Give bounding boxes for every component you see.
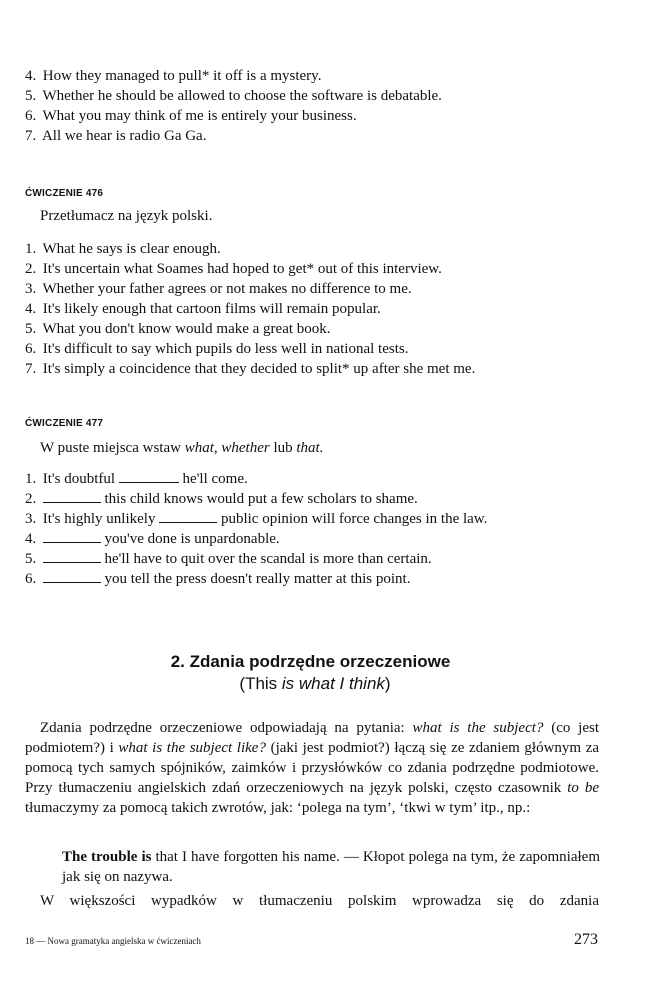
- list-item: 6. What you may think of me is entirely your business.: [25, 108, 357, 124]
- list-item: 4. It's likely enough that cartoon films will remain popular.: [25, 301, 381, 317]
- answer-blank[interactable]: [43, 531, 101, 543]
- answer-blank[interactable]: [43, 551, 101, 563]
- list-item: 3. Whether your father agrees or not makes no difference to me.: [25, 281, 412, 297]
- list-item: 7. All we hear is radio Ga Ga.: [25, 128, 207, 144]
- answer-blank[interactable]: [119, 471, 179, 483]
- list-item: 4. How they managed to pull* it off is a mystery.: [25, 68, 322, 84]
- exercise-477-list: [25, 469, 625, 589]
- example-sentence: The trouble is that I have forgotten his name. — Kłopot polega na tym, że zapomniałem jak się on nazywa.: [62, 849, 600, 885]
- answer-blank[interactable]: [159, 511, 217, 523]
- list-item: 5. he'll have to quit over the scandal is more than certain.: [25, 551, 432, 567]
- list-item: 5. Whether he should be allowed to choose the software is debatable.: [25, 88, 442, 104]
- body-paragraph: Zdania podrzędne orzeczeniowe odpowiadają na pytania: what is the subject? (co jest podmiotem?) i what is the subject like? (jaki jest podmiot?) łączą się ze zdaniem głównym za pomocą tych samych spójników, zaimków i przysłówków co zdania podrzędne podmiotowe. Przy tłumaczeniu angielskich zdań orzeczeniowych na język polski, często czasownik to be tłumaczymy za pomocą takich zwrotów, jak: ‘polega na tym’, ‘tkwi w tym’ itp., np.:: [25, 720, 600, 816]
- exercise-476-instruction: Przetłumacz na język polski.: [40, 208, 213, 224]
- answer-blank[interactable]: [43, 571, 101, 583]
- top-sentence-list: [25, 66, 625, 146]
- list-item: 6. you tell the press doesn't really matter at this point.: [25, 571, 411, 587]
- list-item: 2. this child knows would put a few scholars to shame.: [25, 491, 418, 507]
- section-subtitle: (This is what I think): [239, 674, 391, 693]
- footer-signature: 18 — Nowa gramatyka angielska w ćwiczeniach: [25, 936, 201, 946]
- list-item: 2. It's uncertain what Soames had hoped to get* out of this interview.: [25, 261, 442, 277]
- list-item: 3. It's highly unlikely public opinion will force changes in the law.: [25, 511, 488, 527]
- list-item: 5. What you don't know would make a great book.: [25, 321, 331, 337]
- exercise-477-instruction: W puste miejsca wstaw what, whether lub that.: [40, 440, 324, 456]
- page-number: 273: [574, 931, 598, 948]
- list-item: 4. you've done is unpardonable.: [25, 531, 280, 547]
- exercise-476-list: [25, 239, 625, 379]
- exercise-477-heading: ĆWICZENIE 477: [25, 418, 104, 429]
- list-item: 1. What he says is clear enough.: [25, 241, 221, 257]
- list-item: 6. It's difficult to say which pupils do less well in national tests.: [25, 341, 409, 357]
- body-paragraph-continuation: W większości wypadków w tłumaczeniu polskim wprowadza się do zdania: [40, 893, 599, 909]
- answer-blank[interactable]: [43, 491, 101, 503]
- list-item: 1. It's doubtful he'll come.: [25, 471, 248, 487]
- section-title: 2. Zdania podrzędne orzeczeniowe: [170, 652, 451, 671]
- list-item: 7. It's simply a coincidence that they decided to split* up after she met me.: [25, 361, 476, 377]
- exercise-476-heading: ĆWICZENIE 476: [25, 188, 104, 199]
